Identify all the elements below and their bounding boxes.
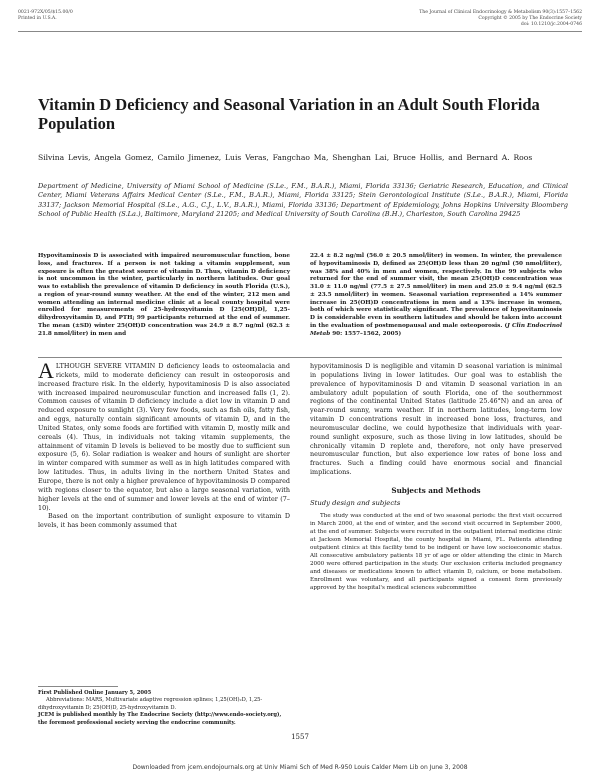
abstract-left: Hypovitaminosis D is associated with impaired neuromuscular function, bone loss, and fractures. If a person is not taking a vitamin supplement, sun exposure is often the greatest source of vitamin D. Thus, vitamin D deficiency is not uncommon in the winter, particularly in northern latitudes. Our goal was to establish the prevalence of vitamin D deficiency in south Florida (U.S.), a region of year-round sunny weather. At the end of the winter, 212 men and women attending an internal medicine clinic at a local county hospital were enrolled for measurements of 25-hydroxyvitamin D [25(OH)D], 1,25-dihydroxyvitamin D, and PTH; 99 participants returned at the end of summer. The mean (±SD) winter 25(OH)D concentration was 24.9 ± 8.7 ng/ml (62.3 ± 21.8 nmol/liter) in men and [38, 253, 290, 337]
printed-line: Printed in U.S.A. [18, 16, 57, 21]
abstract-rule [38, 357, 562, 358]
subsection-heading: Study design and subjects [310, 498, 401, 507]
journal-citation-line: The Journal of Clinical Endocrinology & Metabolism 90(3):1557–1562 [419, 10, 582, 15]
affiliations: Department of Medicine, University of Miami School of Medicine (S.Le., F.M., B.A.R.), Miami, Florida 33136; Geriatric Research, Education, and Clinical Center, Miami Veterans Affairs Medical Center (S.Le., F.M., B.A.R.), Miami, Florida 33125; Stein Gerontological Institute (S.Le., B.A.R.), Miami, Florida 33137; Jackson Memorial Hospital (S.Le., A.G., C.J., L.V., B.A.R.), Miami, Florida 33136; Department of Epidemiology, Johns Hopkins University Bloomberg School of Public Health (S.La.), Baltimore, Maryland 21205; and Medical University of South Carolina (B.H.), Charleston, South Carolina 29425 [38, 182, 568, 219]
issn-line: 0021-972X/05/$15.00/0 [18, 10, 73, 15]
abstract-citation-tail: 90: 1557–1562, 2005) [330, 330, 402, 337]
doi-line: doi: 10.1210/jc.2004-0746 [520, 22, 582, 27]
download-watermark: Downloaded from jcem.endojournals.org at Univ Miami Sch of Med R-950 Louis Calder Mem Lib on June 3, 2008 [132, 764, 468, 771]
abbreviations-note: Abbreviations: MARS, Multivariate adaptive regression splines; 1,25(OH)₂D, 1,25-dihydroxyvitamin D; 25(OH)D, 25-hydroxyvitamin D. [38, 697, 263, 711]
intro-paragraph-1 [38, 358, 290, 512]
footnotes [38, 690, 290, 727]
intro-left-column [38, 358, 290, 530]
journal-header-right [419, 10, 582, 28]
published-online: First Published Online January 5, 2005 [38, 690, 152, 696]
intro-paragraph-2: Based on the important contribution of sunlight exposure to vitamin D levels, it has been commonly assumed that [38, 512, 290, 530]
footnote-rule [38, 686, 118, 687]
journal-header-left [18, 10, 73, 22]
abstract-right [310, 253, 562, 338]
article-title: Vitamin D Deficiency and Seasonal Variation in an Adult South Florida Population [38, 95, 540, 133]
abstract-right-text: 22.4 ± 8.2 ng/ml (56.0 ± 20.5 nmol/liter) in women. In winter, the prevalence of hypovitaminosis D, defined as 25(OH)D less than 20 ng/ml (50 nmol/liter), was 38% and 40% in men and women, respectively. In the 99 subjects who returned for the end of summer visit, the mean 25(OH)D concentration was 31.0 ± 11.0 ng/ml (77.5 ± 27.5 nmol/liter) in men and 25.0 ± 9.4 ng/ml (62.5 ± 23.5 nmol/liter) in women. Seasonal variation represented a 14% summer increase in 25(OH)D concentrations in men and a 13% increase in women, both of which were statistically significant. The prevalence of hypovitaminosis D is considerable even in southern latitudes and should be taken into account in the evaluation of postmenopausal and male osteoporosis. ( [310, 253, 562, 329]
methods-paragraph: The study was conducted at the end of two seasonal periods: the first visit occurred in March 2000, at the end of winter, and the second visit occurred in September 2000, at the end of summer. Subjects were recruited in the outpatient internal medicine clinic at Jackson Memorial Hospital, the county hospital in Miami, FL. Patients attending outpatient clinics at this facility tend to be indigent or have low socioeconomic status. All consecutive ambulatory patients 18 yr of age or older attending the clinic in March 2000 were offered participation in the study. Our exclusion criteria included pregnancy and diseases or medications known to affect vitamin D, calcium, or bone metabolism. Enrollment was voluntary, and all participants signed a consent form previously approved by the hospital's medical sciences subcommittee [310, 512, 562, 591]
copyright-line: Copyright © 2005 by The Endocrine Society [478, 16, 582, 21]
author-list: Silvina Levis, Angela Gomez, Camilo Jimenez, Luis Veras, Fangchao Ma, Shenghan Lai, Bruce Hollis, and Bernard A. Roos [38, 153, 533, 162]
intro-paragraph-1-text: deficiency leads to osteomalacia and rickets, mild to moderate deficiency can result in osteoporosis and increased fracture risk. In the elderly, hypovitaminosis D is also associated with increased impaired neuromuscular function and increased falls (1, 2). Common causes of vitamin D deficiency include a diet low in vitamin D and reduced exposure to sunlight (3). Very few foods, such as fish oils, fatty fish, and eggs, naturally contain significant amounts of vitamin D, and in the United States, only some foods are fortified with vitamin D, mostly milk and cereals (4). Thus, in individuals not taking vitamin supplements, the attainment of vitamin D levels is believed to be mostly due to sufficient sun exposure (5, 6). Solar radiation is weaker and hours of sunlight are shorter in winter compared with summer as well as in high latitudes compared with low latitudes. Thus, in adults living in the northern United States and Europe, there is not only a higher prevalence of hypovitaminosis D compared with regions closer to the equator, but also a large seasonal variation, with higher levels at the end of summer and lower levels at the end of winter (7–10). [38, 362, 290, 512]
section-heading: Subjects and Methods [391, 485, 481, 495]
intro-right-column [310, 362, 562, 592]
page-number: 1557 [291, 733, 309, 741]
jcem-note: JCEM is published monthly by The Endocrine Society (http://www.endo-society.org), the foremost professional society serving the endocrine community. [38, 712, 282, 726]
abstract-citation-journal: J Clin Endocrinol Metab [310, 322, 562, 337]
header-rule [18, 31, 582, 32]
intro-right-paragraph: hypovitaminosis D is negligible and vitamin D seasonal variation is minimal in populations living in lower latitudes. Our goal was to establish the prevalence of hypovitaminosis D and vitamin D seasonal variation in an ambulatory adult population of south Florida, one of the southernmost regions of the continental United States (latitude 25.46°N) and an area of year-round sunny, warm weather. If in northern latitudes, long-term low vitamin D concentrations result in increased bone loss, fractures, and neuromuscular decline, we could hypothesize that individuals with year-round sunlight exposure, such as those living in low latitudes, should be chronically vitamin D replete and, therefore, not only have preserved neuromuscular function, but also experience low rates of bone loss and fractures. Such a finding could have enormous social and financial implications. [310, 362, 562, 477]
intro-smallcaps: LTHOUGH SEVERE VITAMIN D [55, 362, 164, 370]
drop-cap: A [38, 358, 54, 383]
